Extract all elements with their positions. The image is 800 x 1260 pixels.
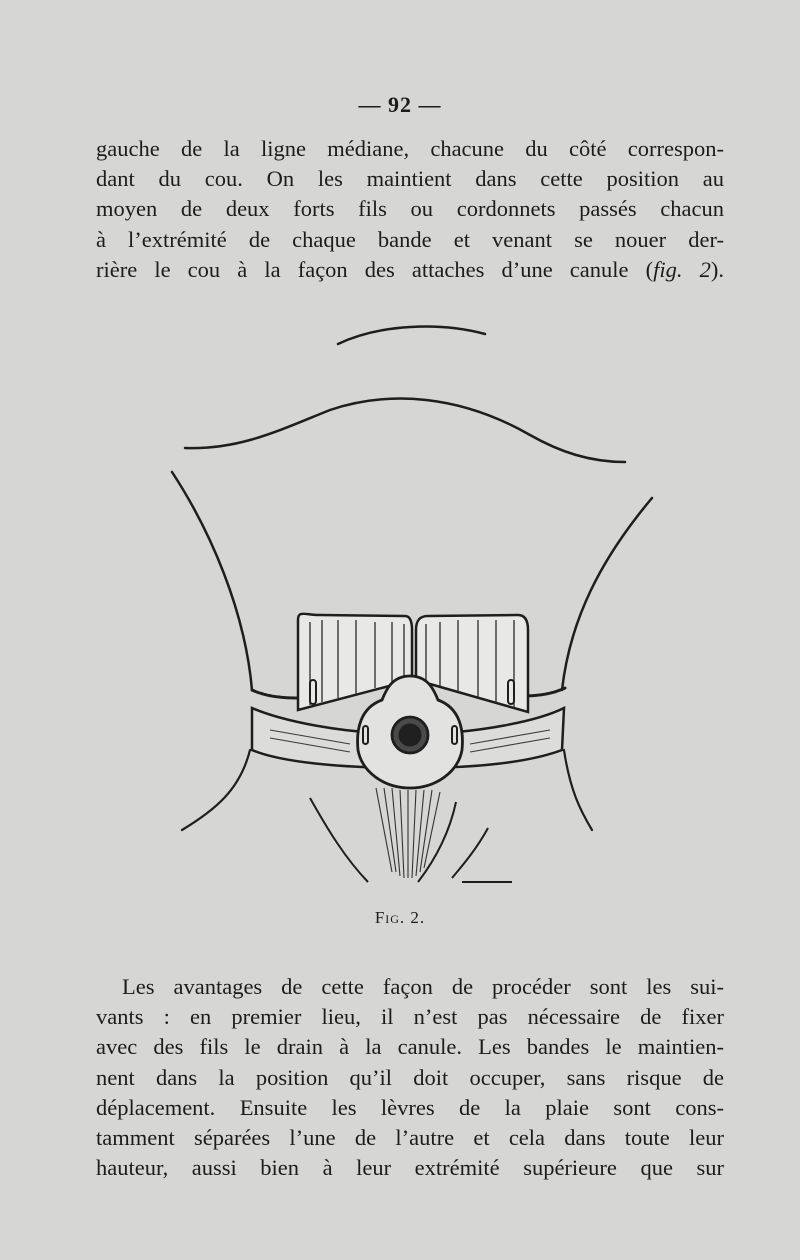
text-segment: ). (710, 256, 724, 282)
text-line: vants : en premier lieu, il n’est pas nécessaire de fixer (96, 1004, 724, 1030)
skin-fold-right (452, 828, 488, 878)
text-line: moyen de deux forts fils ou cordonnets passés chacun (96, 196, 724, 222)
wound-right-lip (418, 802, 456, 882)
paragraph-2 (96, 972, 724, 1183)
left-cord (252, 690, 298, 698)
page-number: — 92 — (358, 92, 442, 117)
neck-right-line (562, 498, 652, 690)
jaw-line (185, 399, 625, 462)
neck-left-line (172, 472, 252, 690)
wound-left-lip (310, 798, 368, 882)
text-line: à l’extrémité de chaque bande et venant se nouer der- (96, 226, 724, 252)
text-line-last (96, 255, 724, 285)
chin-line (338, 327, 485, 344)
text-line: Les avantages de cette façon de procéder sont les sui- (122, 974, 724, 999)
text-segment: rière le cou à la façon des attaches d’une canule ( (96, 256, 654, 282)
neck-left-lower (182, 750, 250, 830)
text-line: tamment séparées l’une de l’autre et cela dans toute leur (96, 1125, 724, 1151)
neck-right-lower (564, 750, 592, 830)
text-line: gauche de la ligne médiane, chacune du côté correspon- (96, 136, 724, 161)
figure-caption: Fig. 2. (374, 908, 426, 927)
paragraph-1 (96, 134, 724, 285)
figure-reference: fig. 2 (653, 256, 711, 282)
figure-illustration (160, 310, 660, 910)
text-line: déplacement. Ensuite les lèvres de la plaie sont cons- (96, 1094, 724, 1120)
text-line: hauteur, aussi bien à leur extrémité supérieure que sur (96, 1155, 724, 1181)
text-line: nent dans la position qu’il doit occuper, sans risque de (96, 1064, 724, 1090)
text-line: dant du cou. On les maintient dans cette position au (96, 166, 724, 192)
text-line: avec des fils le drain à la canule. Les bandes le maintien- (96, 1034, 724, 1060)
